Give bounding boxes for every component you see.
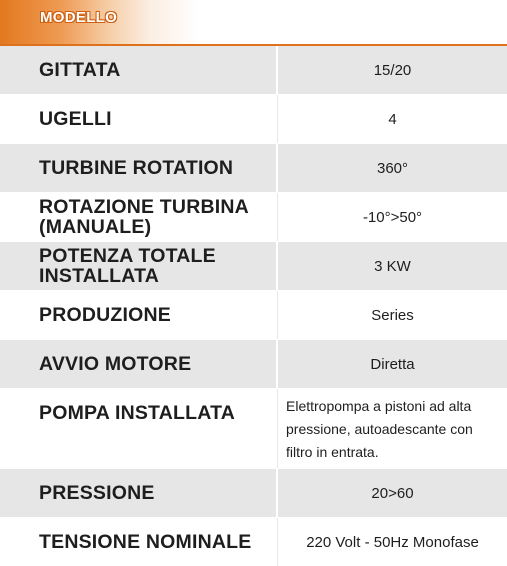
table-row bbox=[0, 468, 507, 517]
row-label-avvio-motore: AVVIO MOTORE bbox=[0, 340, 278, 388]
row-label-produzione: PRODUZIONE bbox=[0, 291, 278, 339]
row-value-turbine-rotation: 360° bbox=[376, 159, 409, 177]
table-row bbox=[0, 241, 507, 290]
row-value-ugelli: 4 bbox=[388, 110, 397, 128]
row-value-pressione: 20>60 bbox=[371, 484, 414, 502]
table-row bbox=[0, 46, 507, 94]
row-label-pompa: POMPA INSTALLATA bbox=[0, 389, 278, 468]
table-row bbox=[0, 388, 507, 468]
row-label-pressione: PRESSIONE bbox=[0, 469, 278, 517]
row-value-avvio-motore: Diretta bbox=[370, 355, 415, 373]
row-value-pompa: Elettropompa a pistoni ad alta pressione, autoadescante con filtro in entrata. bbox=[286, 398, 473, 460]
row-label-turbine-rotation: TURBINE ROTATION bbox=[0, 144, 278, 192]
row-value-rotazione-turbina: -10°>50° bbox=[362, 208, 423, 226]
specs-table bbox=[0, 46, 507, 566]
row-label-tensione: TENSIONE NOMINALE bbox=[0, 518, 278, 566]
table-row bbox=[0, 290, 507, 339]
table-row bbox=[0, 94, 507, 143]
table-row bbox=[0, 339, 507, 388]
table-row bbox=[0, 517, 507, 566]
row-value-potenza: 3 KW bbox=[374, 257, 411, 275]
table-row bbox=[0, 192, 507, 241]
row-value-gittata: 15/20 bbox=[373, 61, 412, 79]
row-value-produzione: Series bbox=[371, 306, 414, 324]
table-header bbox=[0, 0, 507, 46]
row-label-gittata: GITTATA bbox=[0, 46, 278, 94]
row-label-rotazione-turbina: ROTAZIONE TURBINA (MANUALE) bbox=[0, 193, 278, 241]
row-value-tensione: 220 Volt - 50Hz Monofase bbox=[306, 533, 479, 551]
table-row bbox=[0, 143, 507, 192]
header-title: MODELLO bbox=[40, 9, 118, 26]
row-label-potenza: POTENZA TOTALE INSTALLATA bbox=[0, 242, 278, 290]
row-label-ugelli: UGELLI bbox=[0, 95, 278, 143]
